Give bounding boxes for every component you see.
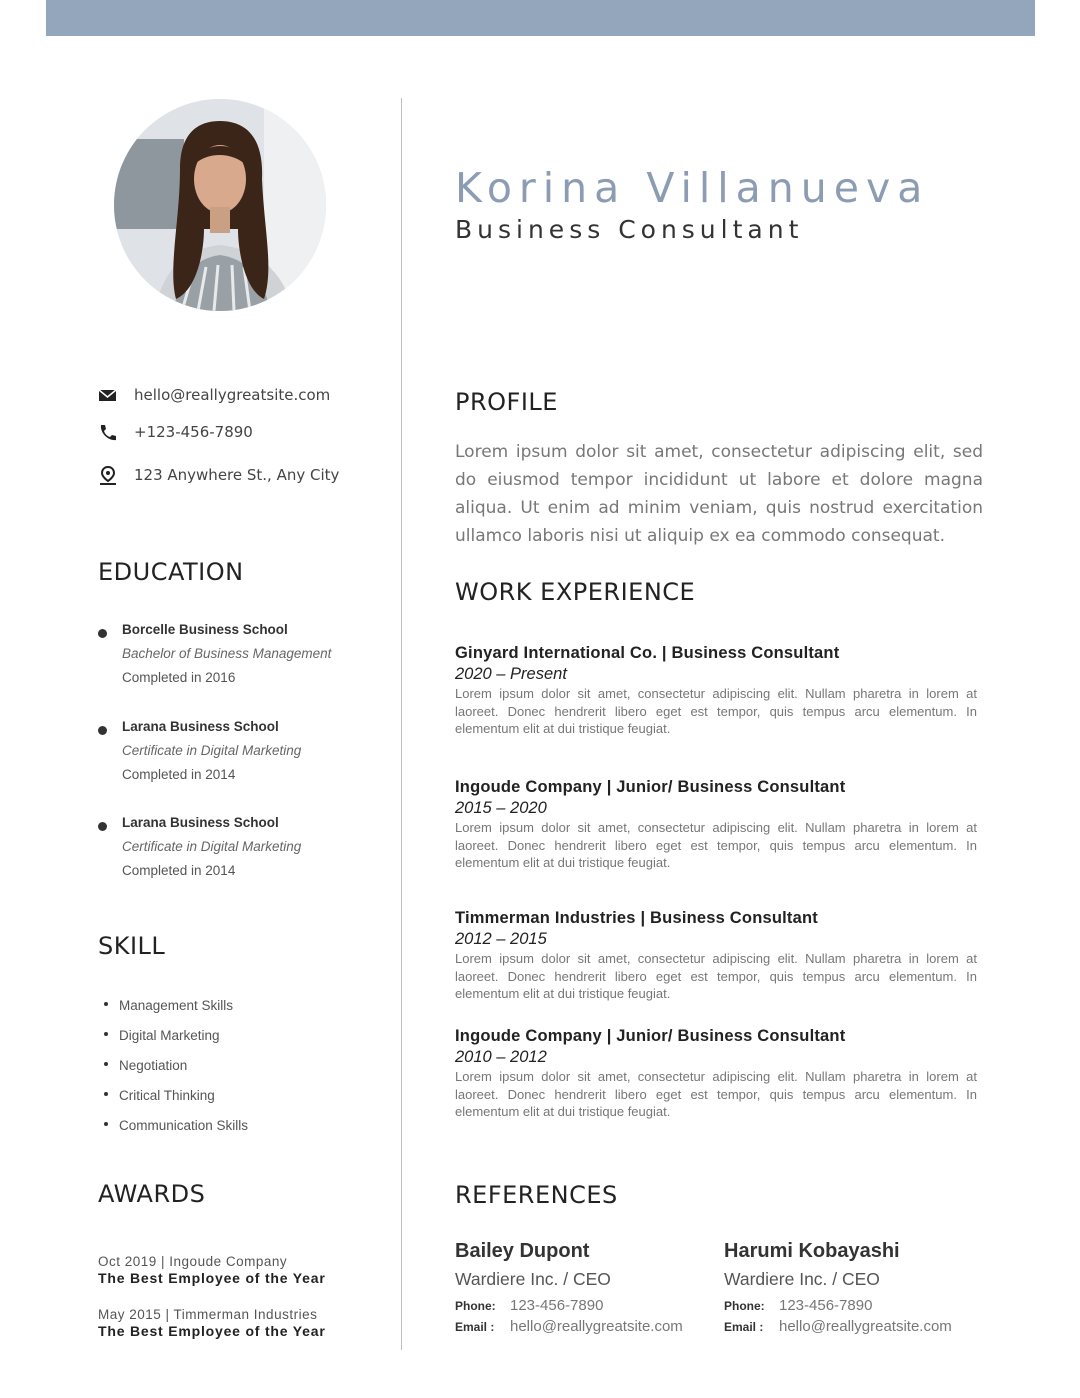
skill-item: Critical Thinking (104, 1088, 215, 1103)
job-title: Ingoude Company | Junior/ Business Consultant (455, 778, 846, 796)
bullet-dot (104, 1062, 108, 1066)
bullet-dot (98, 726, 107, 735)
bullet-dot (98, 629, 107, 638)
job-entry (455, 1027, 977, 1121)
profile-heading: PROFILE (455, 388, 558, 416)
email-label: Email : (724, 1320, 764, 1334)
job-description: Lorem ipsum dolor sit amet, consectetur adipiscing elit. Nullam pharetra in lorem at laoreet. Donec hendrerit libero eget est tempor, quis tempus arcu elementum. In elementum elit at dui tristique feugiat. (455, 820, 977, 870)
award-meta: Oct 2019 | Ingoude Company (98, 1254, 288, 1269)
job-description: Lorem ipsum dolor sit amet, consectetur adipiscing elit. Nullam pharetra in lorem at laoreet. Donec hendrerit libero eget est tempor, quis tempus arcu elementum. In elementum elit at dui tristique feugiat. (455, 951, 977, 1001)
reference-email[interactable]: hello@reallygreatsite.com (779, 1318, 952, 1335)
education-completed: Completed in 2014 (122, 863, 236, 878)
contact-phone: +123-456-7890 (134, 423, 253, 441)
reference-email-row (724, 1318, 984, 1335)
candidate-role: Business Consultant (455, 215, 804, 244)
job-dates: 2012 – 2015 (455, 930, 547, 948)
education-completed: Completed in 2016 (122, 670, 236, 685)
phone-icon (98, 423, 118, 443)
job-title: Ingoude Company | Junior/ Business Consultant (455, 1027, 846, 1045)
education-degree: Certificate in Digital Marketing (122, 839, 302, 854)
reference-phone: 123-456-7890 (510, 1297, 604, 1314)
job-entry (455, 909, 977, 1003)
education-heading: EDUCATION (98, 558, 244, 586)
job-title: Ginyard International Co. | Business Consultant (455, 644, 840, 662)
envelope-icon (98, 386, 118, 406)
education-degree: Certificate in Digital Marketing (122, 743, 302, 758)
phone-label: Phone: (724, 1299, 765, 1313)
contact-address: 123 Anywhere St., Any City (134, 466, 340, 484)
awards-heading: AWARDS (98, 1180, 206, 1208)
job-entry (455, 778, 977, 872)
award-title: The Best Employee of the Year (98, 1270, 326, 1286)
bullet-dot (98, 822, 107, 831)
skill-item: Communication Skills (104, 1118, 248, 1133)
job-dates: 2020 – Present (455, 665, 567, 683)
reference-phone: 123-456-7890 (779, 1297, 873, 1314)
profile-photo (114, 99, 326, 311)
job-title: Timmerman Industries | Business Consultant (455, 909, 818, 927)
location-pin-icon (98, 466, 118, 486)
phone-label: Phone: (455, 1299, 496, 1313)
bullet-dot (104, 1032, 108, 1036)
skill-item: Digital Marketing (104, 1028, 220, 1043)
job-dates: 2015 – 2020 (455, 799, 547, 817)
skill-item: Negotiation (104, 1058, 187, 1073)
award-item (98, 1254, 326, 1286)
education-school: Borcelle Business School (122, 622, 288, 637)
education-degree: Bachelor of Business Management (122, 646, 332, 661)
skill-heading: SKILL (98, 932, 166, 960)
bullet-dot (104, 1092, 108, 1096)
reference-name: Harumi Kobayashi (724, 1240, 900, 1262)
reference-phone-row (455, 1297, 715, 1314)
job-description: Lorem ipsum dolor sit amet, consectetur adipiscing elit. Nullam pharetra in lorem at laoreet. Donec hendrerit libero eget est tempor, quis tempus arcu elementum. In elementum elit at dui tristique feugiat. (455, 686, 977, 736)
education-completed: Completed in 2014 (122, 767, 236, 782)
award-item (98, 1307, 326, 1339)
education-school: Larana Business School (122, 719, 279, 734)
reference-company: Wardiere Inc. / CEO (455, 1269, 611, 1289)
bullet-dot (104, 1002, 108, 1006)
reference-company: Wardiere Inc. / CEO (724, 1269, 880, 1289)
award-title: The Best Employee of the Year (98, 1323, 326, 1339)
job-dates: 2010 – 2012 (455, 1048, 547, 1066)
skill-item: Management Skills (104, 998, 233, 1013)
references-heading: REFERENCES (455, 1181, 618, 1209)
reference-name: Bailey Dupont (455, 1240, 590, 1262)
job-entry (455, 644, 977, 738)
reference-card (455, 1240, 715, 1335)
award-meta: May 2015 | Timmerman Industries (98, 1307, 318, 1322)
reference-card (724, 1240, 984, 1335)
work-experience-heading: WORK EXPERIENCE (455, 578, 696, 606)
contact-email[interactable]: hello@reallygreatsite.com (134, 386, 331, 404)
reference-email-row (455, 1318, 715, 1335)
top-accent-bar (46, 0, 1035, 36)
email-label: Email : (455, 1320, 495, 1334)
job-description: Lorem ipsum dolor sit amet, consectetur adipiscing elit. Nullam pharetra in lorem at laoreet. Donec hendrerit libero eget est tempor, quis tempus arcu elementum. In elementum elit at dui tristique feugiat. (455, 1069, 977, 1119)
column-divider (401, 98, 402, 1350)
candidate-name: Korina Villanueva (455, 164, 930, 212)
reference-email[interactable]: hello@reallygreatsite.com (510, 1318, 683, 1335)
reference-phone-row (724, 1297, 984, 1314)
bullet-dot (104, 1122, 108, 1126)
profile-text: Lorem ipsum dolor sit amet, consectetur adipiscing elit, sed do eiusmod tempor incididunt ut labore et dolore magna aliqua. Ut enim ad minim veniam, quis nostrud exercitation ullamco laboris nisi ut aliquip ex ea commodo consequat. (455, 442, 983, 546)
education-school: Larana Business School (122, 815, 279, 830)
